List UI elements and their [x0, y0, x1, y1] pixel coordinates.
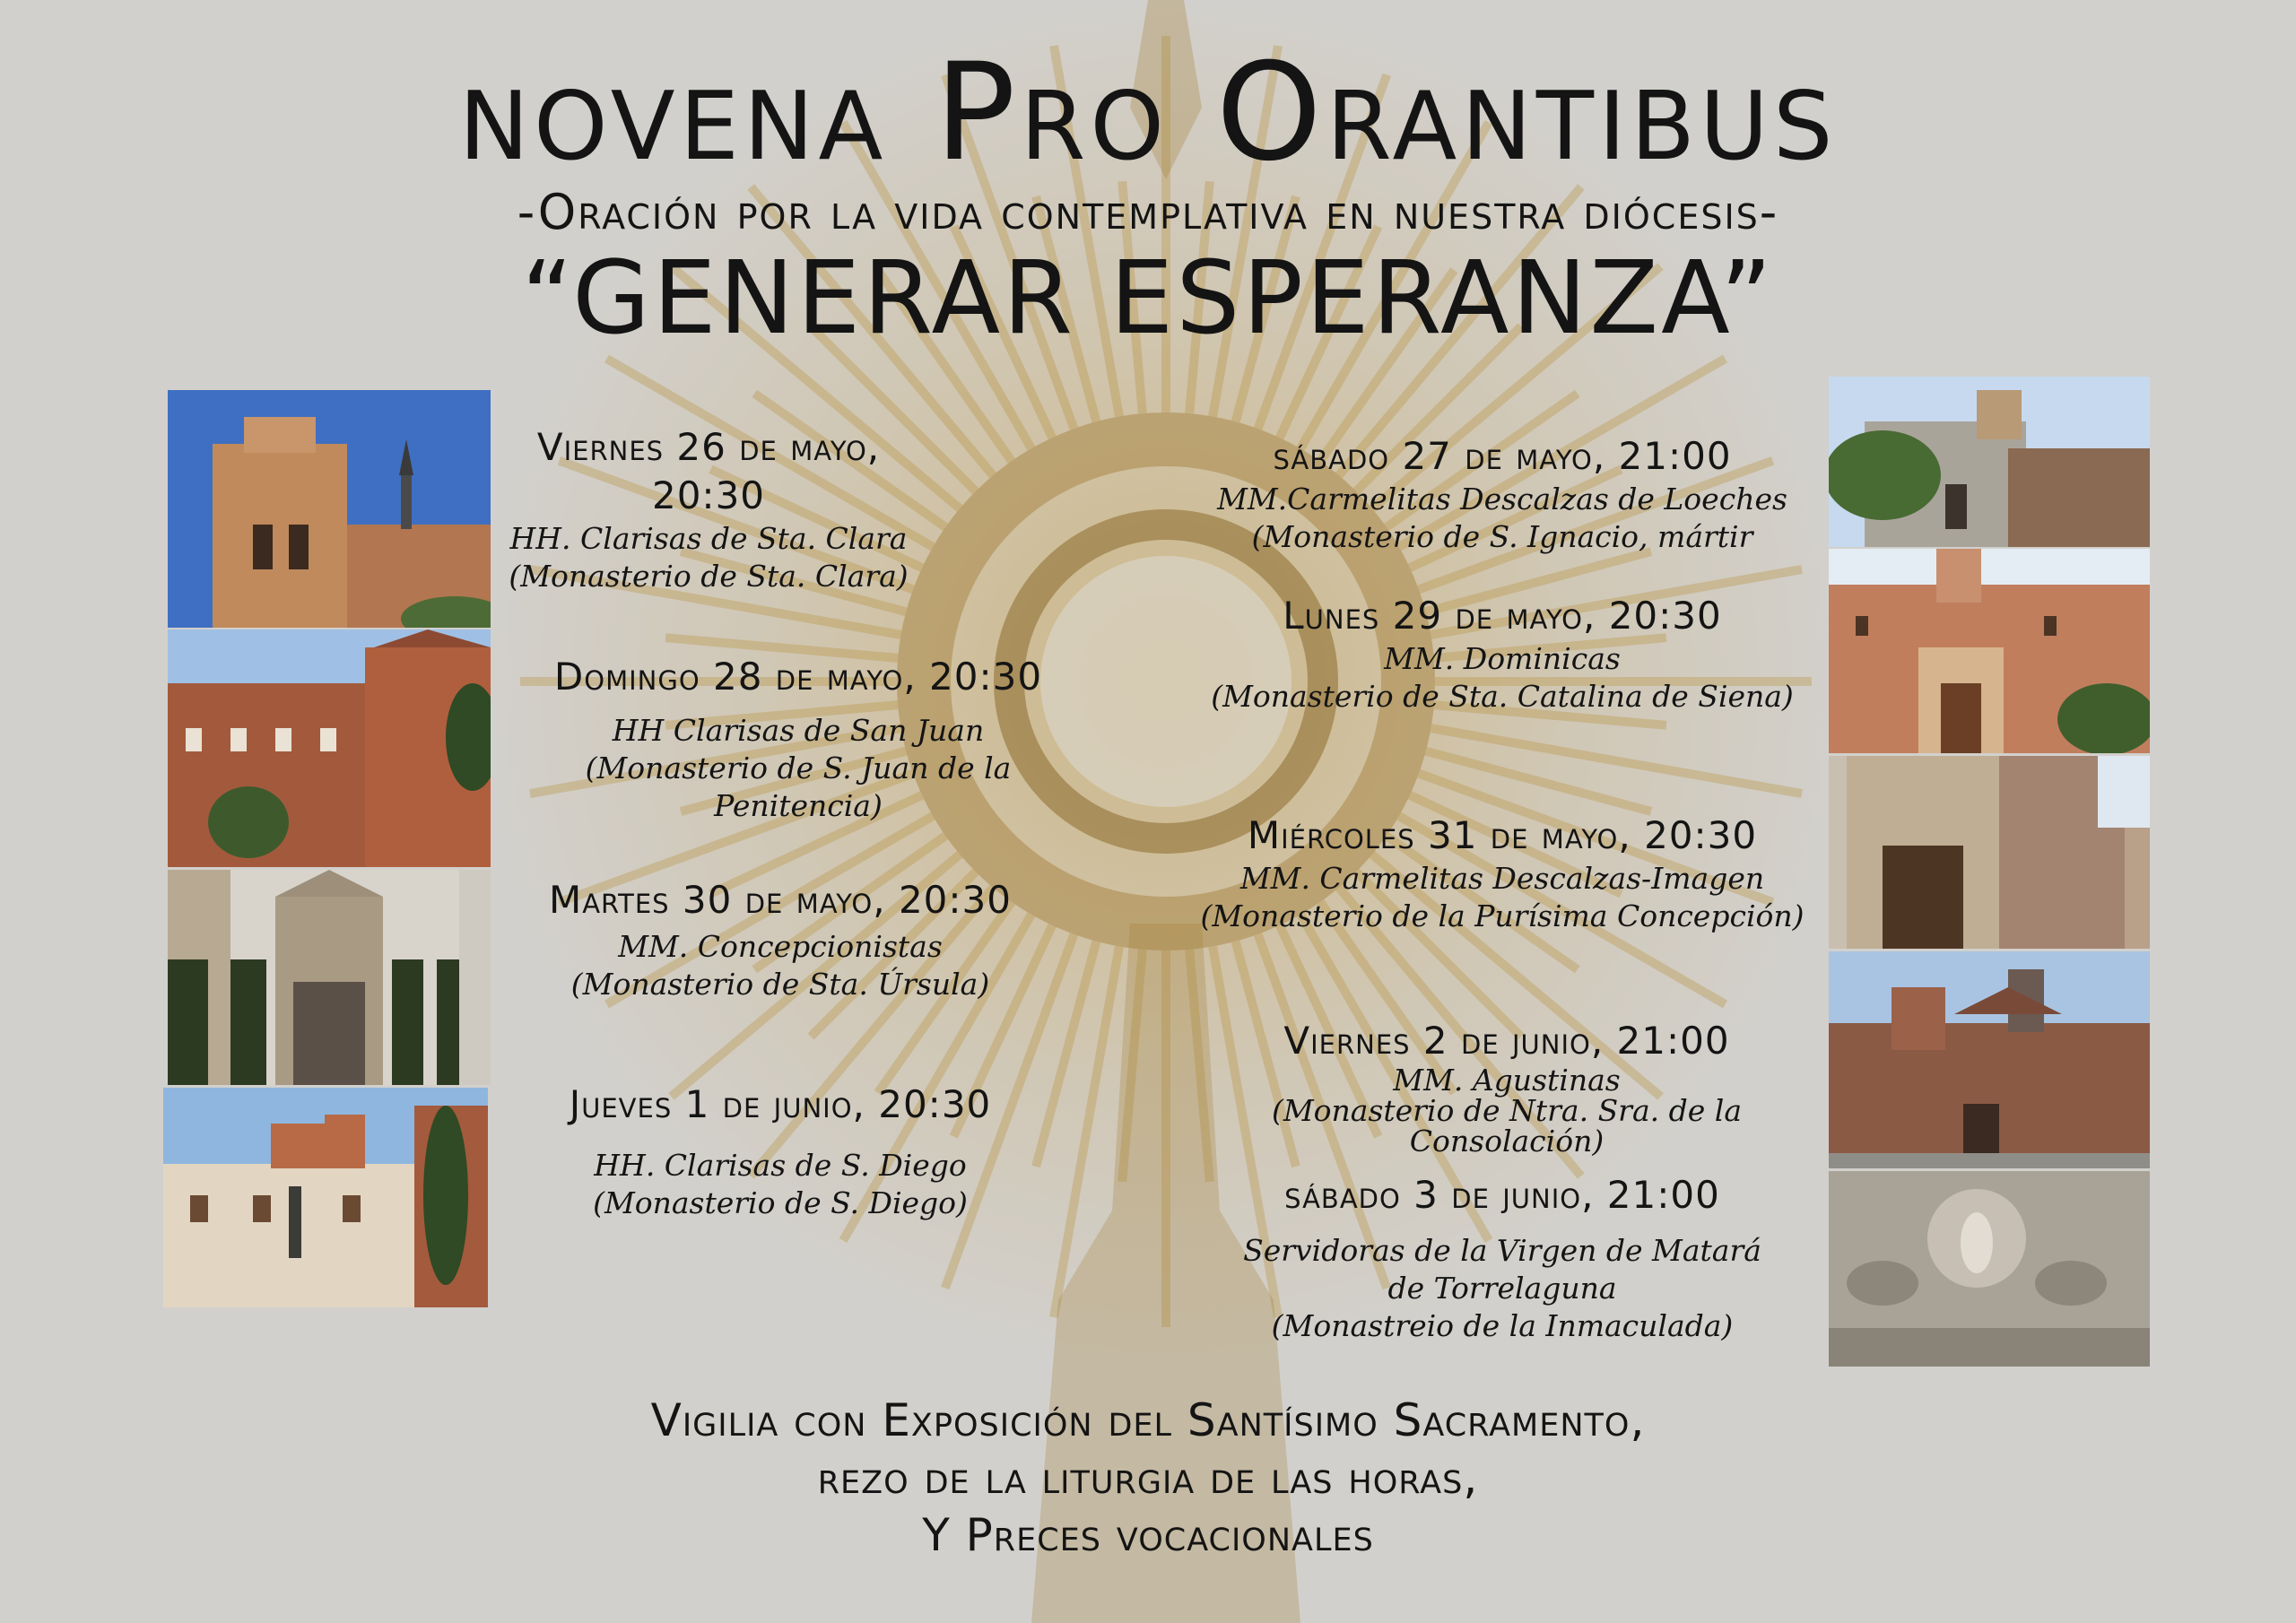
footer-line-2: rezo de la liturgia de las horas, — [817, 1452, 1479, 1504]
event-community: HH Clarisas de San Juan — [612, 713, 985, 748]
event-viernes-26 — [502, 423, 915, 595]
poster-title: novena Pro Orantibus — [458, 35, 1838, 191]
event-date: Domingo 28 de mayo, 20:30 — [553, 655, 1043, 699]
event-lunes-29 — [1193, 592, 1812, 716]
event-community: MM. Agustinas — [1393, 1063, 1621, 1098]
event-sabado-3 — [1193, 1171, 1812, 1345]
event-community: Servidoras de la Virgen de Matará — [1243, 1233, 1761, 1268]
footer-line-3: Y Preces vocacionales — [922, 1509, 1374, 1561]
event-community-line2: de Torrelaguna — [1387, 1271, 1617, 1306]
event-monastery: (Monasterio de S. Ignacio, mártir — [1251, 519, 1753, 554]
event-miercoles-31 — [1175, 812, 1830, 935]
event-community: MM. Dominicas — [1384, 641, 1621, 676]
poster-motto: “GENERAR ESPERANZA” — [521, 240, 1775, 357]
church-photo-sta-clara — [168, 390, 491, 628]
event-date: Viernes 2 de junio, 21:00 — [1283, 1019, 1730, 1063]
event-community: HH. Clarisas de Sta. Clara — [509, 521, 908, 556]
event-date: sábado 3 de junio, 21:00 — [1284, 1173, 1720, 1217]
event-monastery: (Monasterio de Sta. Clara) — [509, 559, 909, 594]
event-date: Lunes 29 de mayo, 20:30 — [1283, 594, 1722, 638]
event-date: Martes 30 de mayo, 20:30 — [548, 878, 1012, 922]
event-monastery: (Monasterio de Sta. Úrsula) — [570, 967, 990, 1002]
church-photo-san-juan — [168, 629, 491, 867]
church-photo-purisima — [1829, 756, 2150, 949]
event-monastery: (Monasterio de la Purísima Concepción) — [1200, 898, 1805, 933]
event-jueves-1 — [502, 1081, 1058, 1222]
event-community: MM. Carmelitas Descalzas-Imagen — [1239, 861, 1765, 896]
event-date: Miércoles 31 de mayo, 20:30 — [1247, 813, 1758, 857]
event-domingo-28 — [502, 653, 1094, 825]
church-photo-san-diego — [163, 1088, 488, 1307]
event-viernes-2 — [1175, 1017, 1839, 1157]
event-community: MM. Concepcionistas — [618, 929, 943, 964]
event-monastery: (Monastreio de la Inmaculada) — [1271, 1308, 1734, 1343]
church-photo-loeches — [1829, 377, 2150, 547]
event-community: MM.Carmelitas Descalzas de Loeches — [1217, 482, 1787, 516]
church-photo-sta-catalina — [1829, 549, 2150, 753]
event-monastery: (Monasterio de S. Juan de la Penitencia) — [585, 751, 1012, 823]
event-date: Viernes 26 de mayo, 20:30 — [536, 425, 881, 517]
vigil-description — [0, 1392, 2296, 1564]
event-monastery: (Monasterio de Ntra. Sra. de la Consolación) — [1272, 1093, 1742, 1159]
event-date: Jueves 1 de junio, 20:30 — [569, 1082, 992, 1126]
church-photo-consolacion — [1829, 951, 2150, 1168]
footer-line-1: Vigilia con Exposición del Santísimo Sacramento, — [650, 1394, 1646, 1446]
event-monastery: (Monasterio de Sta. Catalina de Siena) — [1211, 679, 1794, 714]
poster-subtitle: -Oración por la vida contemplativa en nuestra diócesis- — [517, 184, 1779, 240]
event-martes-30 — [502, 876, 1058, 1003]
church-photo-inmaculada — [1829, 1171, 2150, 1367]
event-monastery: (Monasterio de S. Diego) — [593, 1185, 968, 1220]
event-date: sábado 27 de mayo, 21:00 — [1273, 434, 1732, 478]
event-community: HH. Clarisas de S. Diego — [594, 1148, 967, 1183]
event-sabado-27 — [1193, 432, 1812, 556]
church-photo-sta-ursula — [168, 870, 491, 1085]
